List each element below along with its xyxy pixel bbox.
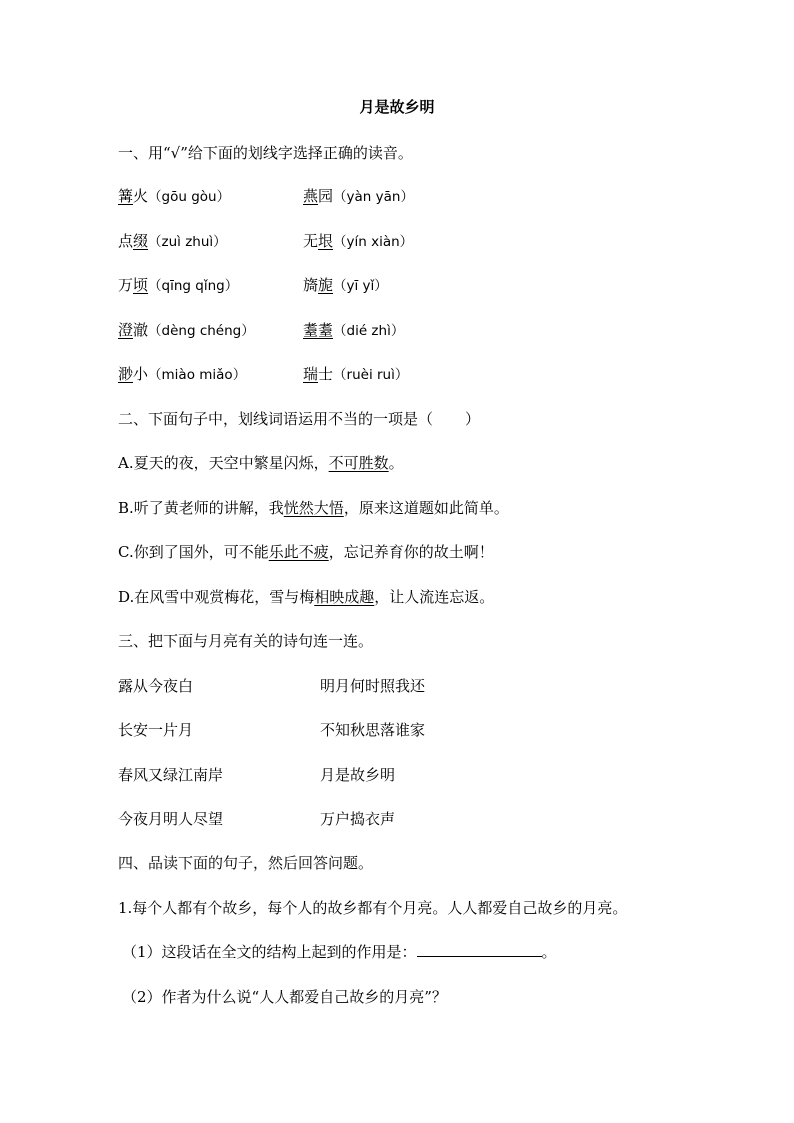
q1-item-5 [118,275,238,296]
pinyin-options: （yín xiàn） [333,234,414,250]
item-rest: 澈 [133,321,149,339]
pinyin-options: （dié zhì） [333,323,405,339]
q1-heading: 一、用“√”给下面的划线字选择正确的读音。 [118,144,413,162]
poem-left-4: 今夜月明人尽望 [118,810,224,828]
poem-left-3: 春风又绿江南岸 [118,766,224,784]
q3-heading: 三、把下面与月亮有关的诗句连一连。 [118,632,374,650]
pinyin-options: （miào miǎo） [148,367,247,383]
option-text: C.你到了国外，可不能 [118,543,269,561]
item-pre: 万 [118,276,134,294]
q1-item-2 [303,186,414,207]
underlined-phrase: 不可胜数 [328,454,389,472]
q2-heading-close: ） [465,410,481,428]
q2-heading-text: 二、下面句子中，划线词语运用不当的一项是（ [118,410,434,428]
q2-option-c [118,542,494,562]
sub-question-text: （1）这段话在全文的结构上起到的作用是： [122,943,417,961]
q1-item-7 [118,320,255,341]
item-rest: 士 [318,365,334,383]
pinyin-options: （gōu gòu） [148,189,231,205]
q1-item-3 [118,231,227,252]
item-rest: 火 [133,187,149,205]
underlined-phrase: 相映成趣 [314,588,375,606]
q4-heading: 四、品读下面的句子，然后回答问题。 [118,854,374,872]
underlined-char: 垠 [318,232,334,250]
pinyin-options: （yī yǐ） [333,278,388,294]
q1-item-6 [303,275,388,296]
option-text-end: ，忘记养育你的故土啊！ [328,543,494,561]
underlined-char: 渺 [118,365,134,383]
option-text-end: 。 [388,454,404,472]
underlined-char: 耋耋 [303,321,334,339]
poem-left-2: 长安一片月 [118,721,194,739]
q1-item-4 [303,231,413,252]
pinyin-options: （yàn yān） [333,189,414,205]
page-title: 月是故乡明 [359,98,435,116]
item-rest: 园 [318,187,334,205]
q1-item-10 [303,364,408,385]
q1-item-9 [118,364,246,385]
answer-line[interactable] [417,942,542,957]
poem-right-1: 明月何时照我还 [320,677,426,695]
poem-left-1: 露从今夜白 [118,677,194,695]
underlined-phrase: 乐此不疲 [268,543,329,561]
q2-option-d [118,587,494,607]
pinyin-options: （ruèi ruì） [333,367,409,383]
poem-right-2: 不知秋思落谁家 [320,721,426,739]
q4-sub-question-1 [122,942,557,962]
pinyin-options: （zuì zhuì） [148,234,227,250]
q2-option-b [118,498,509,518]
underlined-char: 澄 [118,321,134,339]
q1-item-8 [303,320,404,341]
item-pre: 无 [303,232,319,250]
option-text: A.夏天的夜，天空中繁星闪烁， [118,454,329,472]
item-pre: 旖 [303,276,319,294]
q1-item-1 [118,186,230,207]
q4-sub-question-2: （2）作者为什么说“人人都爱自己故乡的月亮”？ [122,988,447,1006]
pinyin-options: （qīng qǐng） [148,278,239,294]
underlined-char: 缀 [133,232,149,250]
option-text-end: ，让人流连忘返。 [374,588,495,606]
q4-passage: 1.每个人都有个故乡，每个人的故乡都有个月亮。人人都爱自己故乡的月亮。 [118,899,628,917]
underlined-phrase: 恍然大悟 [283,499,344,517]
sub-question-end: 。 [541,943,557,961]
q2-heading [118,409,480,429]
option-text-end: ，原来这道题如此简单。 [343,499,509,517]
poem-right-4: 万户捣衣声 [320,810,396,828]
item-rest: 小 [133,365,149,383]
underlined-char: 旎 [318,276,334,294]
pinyin-options: （dèng chéng） [148,323,255,339]
option-text: B.听了黄老师的讲解，我 [118,499,284,517]
underlined-char: 顷 [133,276,149,294]
poem-right-3: 月是故乡明 [320,766,396,784]
underlined-char: 篝 [118,187,134,205]
underlined-char: 燕 [303,187,319,205]
option-text: D.在风雪中观赏梅花，雪与梅 [118,588,315,606]
item-pre: 点 [118,232,134,250]
q2-option-a [118,453,404,473]
underlined-char: 瑞 [303,365,319,383]
